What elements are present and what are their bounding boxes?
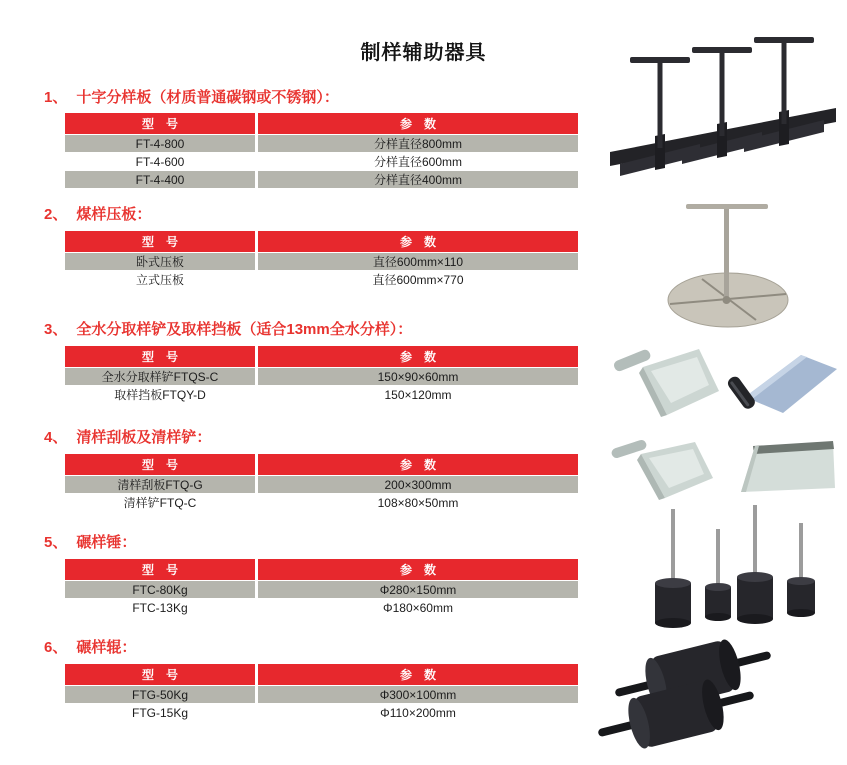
sample-press-photo [628, 190, 823, 332]
table-row [65, 581, 578, 598]
col-header-model: 型 号 [65, 231, 255, 252]
moisture-scoop-and-baffle-photo [603, 333, 840, 429]
cell-model: FTG-15Kg [65, 704, 255, 721]
table-header-row [65, 231, 578, 252]
cell-model: 清样刮板FTQ-G [65, 476, 255, 493]
cell-param: 直径600mm×110 [258, 253, 578, 270]
cell-param: Φ110×200mm [258, 704, 578, 721]
spec-table-2 [65, 231, 578, 289]
table-header-row [65, 454, 578, 475]
section-1-heading [44, 86, 339, 107]
page-title: 制样辅助器具 [360, 42, 487, 64]
section-6-number: 6、 [44, 639, 68, 656]
col-header-params: 参 数 [258, 454, 578, 475]
cell-model: FT-4-800 [65, 135, 255, 152]
spec-table-3 [65, 346, 578, 404]
section-2-number: 2、 [44, 206, 68, 223]
cell-param: 分样直径600mm [258, 153, 578, 170]
table-header-row [65, 664, 578, 685]
cell-param: 直径600mm×770 [258, 271, 578, 288]
cell-param: Φ280×150mm [258, 581, 578, 598]
section-4-title: 清样刮板及清样铲： [76, 429, 212, 446]
section-6-title: 碾样辊： [76, 639, 137, 656]
section-5-number: 5、 [44, 534, 68, 551]
cell-param: 108×80×50mm [258, 494, 578, 511]
section-1-title: 十字分样板（材质普通碳钢或不锈钢）： [76, 89, 339, 106]
col-header-params: 参 数 [258, 231, 578, 252]
col-header-model: 型 号 [65, 346, 255, 367]
section-2-title: 煤样压板： [76, 206, 152, 223]
col-header-model: 型 号 [65, 454, 255, 475]
scraper-and-scoop-photo [603, 430, 840, 510]
cell-param: 150×120mm [258, 386, 578, 403]
section-4-heading [44, 426, 211, 447]
col-header-model: 型 号 [65, 664, 255, 685]
table-header-row [65, 559, 578, 580]
sample-rollers-photo [598, 638, 778, 750]
section-3-number: 3、 [44, 321, 68, 338]
sample-hammers-photo [643, 503, 828, 631]
section-1-number: 1、 [44, 89, 68, 106]
cell-param: 200×300mm [258, 476, 578, 493]
cell-param: Φ300×100mm [258, 686, 578, 703]
cell-param: Φ180×60mm [258, 599, 578, 616]
spec-table-5 [65, 559, 578, 617]
section-3-heading [44, 318, 412, 339]
cell-model: FT-4-400 [65, 171, 255, 188]
cell-model: 清样铲FTQ-C [65, 494, 255, 511]
cell-model: 立式压板 [65, 271, 255, 288]
table-row [65, 368, 578, 385]
table-row [65, 386, 578, 403]
cell-model: 卧式压板 [65, 253, 255, 270]
cross-dividers-photo [598, 20, 847, 188]
table-header-row [65, 113, 578, 134]
cell-param: 分样直径400mm [258, 171, 578, 188]
spec-table-1 [65, 113, 578, 189]
cell-model: FTC-13Kg [65, 599, 255, 616]
table-row [65, 153, 578, 170]
section-3-title: 全水分取样铲及取样挡板（适合13mm全水分样）： [76, 321, 413, 338]
table-header-row [65, 346, 578, 367]
cell-param: 150×90×60mm [258, 368, 578, 385]
table-row [65, 253, 578, 270]
cell-model: 全水分取样铲FTQS-C [65, 368, 255, 385]
spec-table-6 [65, 664, 578, 722]
col-header-params: 参 数 [258, 346, 578, 367]
table-row [65, 476, 578, 493]
table-row [65, 271, 578, 288]
cell-param: 分样直径800mm [258, 135, 578, 152]
section-2-heading [44, 203, 151, 224]
table-row [65, 686, 578, 703]
cell-model: FTG-50Kg [65, 686, 255, 703]
col-header-model: 型 号 [65, 113, 255, 134]
section-6-heading [44, 636, 136, 657]
table-row [65, 171, 578, 188]
col-header-params: 参 数 [258, 664, 578, 685]
cell-model: FT-4-600 [65, 153, 255, 170]
table-row [65, 494, 578, 511]
table-row [65, 704, 578, 721]
spec-table-4 [65, 454, 578, 512]
col-header-params: 参 数 [258, 559, 578, 580]
table-row [65, 135, 578, 152]
section-5-title: 碾样锤： [76, 534, 137, 551]
col-header-model: 型 号 [65, 559, 255, 580]
col-header-params: 参 数 [258, 113, 578, 134]
cell-model: FTC-80Kg [65, 581, 255, 598]
section-4-number: 4、 [44, 429, 68, 446]
cell-model: 取样挡板FTQY-D [65, 386, 255, 403]
section-5-heading [44, 531, 136, 552]
table-row [65, 599, 578, 616]
